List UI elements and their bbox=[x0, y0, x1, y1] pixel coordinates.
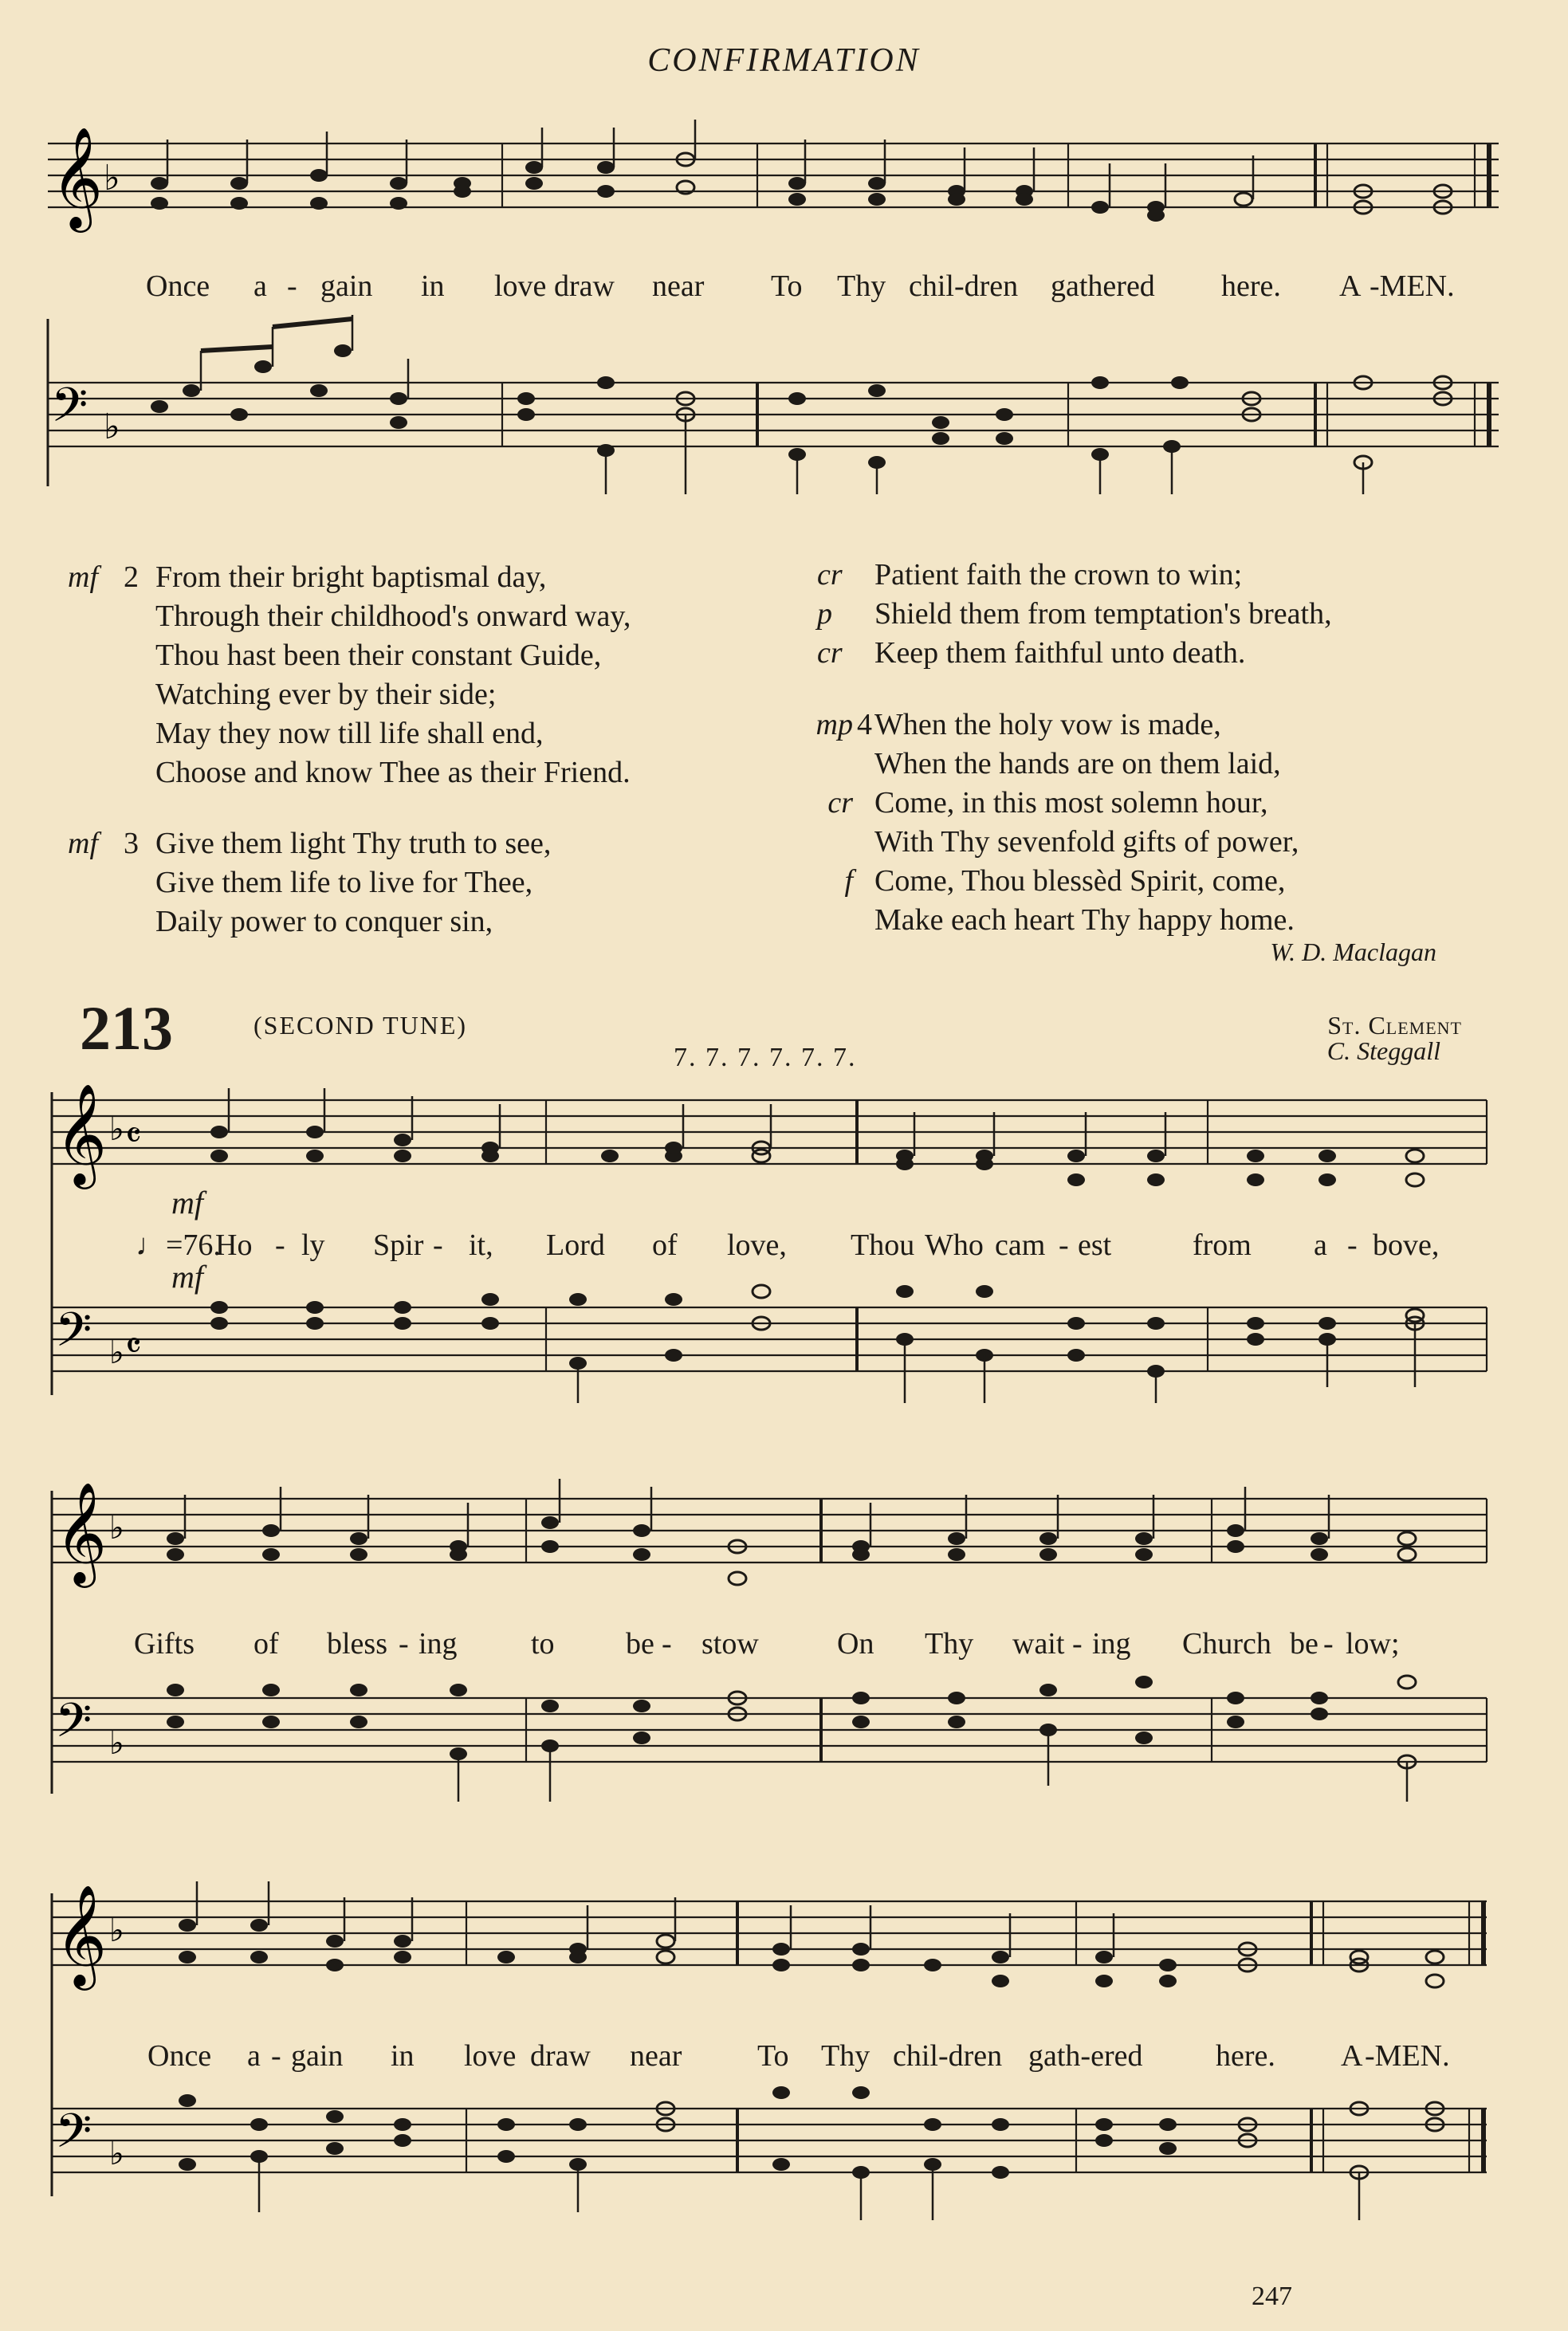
dynamic-mark: cr bbox=[827, 786, 853, 820]
system3-lyrics bbox=[0, 2038, 1568, 2078]
tempo-marking: ♩=76. bbox=[136, 1228, 221, 1262]
lyric-syllable: draw bbox=[554, 269, 615, 303]
dynamic-mark: mf bbox=[68, 827, 98, 860]
system1-lyrics bbox=[0, 1228, 1568, 1268]
dynamic-mf-bass: mf bbox=[171, 1259, 203, 1295]
dynamic-mark: cr bbox=[817, 636, 843, 670]
verse-4 bbox=[817, 706, 1519, 941]
svg-text:𝄞: 𝄞 bbox=[55, 1884, 108, 1986]
lyric-syllable: low; bbox=[1346, 1627, 1400, 1661]
verse-line: Thou hast been their constant Guide, bbox=[155, 639, 602, 672]
lyric-syllable: gain bbox=[320, 269, 373, 303]
verse-line: When the hands are on them laid, bbox=[874, 747, 1281, 780]
lyric-syllable: here. bbox=[1221, 269, 1281, 303]
svg-text:♭: ♭ bbox=[109, 1510, 124, 1547]
lyric-syllable: Thy bbox=[837, 269, 886, 303]
lyric-syllable: bless bbox=[327, 1627, 387, 1661]
svg-text:𝄢: 𝄢 bbox=[55, 1302, 92, 1369]
lyric-syllable: Once bbox=[146, 269, 210, 303]
text-author: W. D. Maclagan bbox=[1270, 938, 1436, 966]
system2-treble-staff bbox=[52, 1475, 1511, 1594]
dynamic-mf-treble: mf bbox=[171, 1185, 203, 1221]
verse-line: Make each heart Thy happy home. bbox=[874, 903, 1295, 937]
dynamic-mark: cr bbox=[817, 558, 843, 592]
section-title: CONFIRMATION bbox=[647, 42, 921, 79]
svg-text:♭: ♭ bbox=[109, 1335, 124, 1371]
lyric-syllable: Lord bbox=[546, 1228, 605, 1262]
lyric-syllable: Thy bbox=[925, 1627, 974, 1661]
system1-treble-staff bbox=[52, 1076, 1511, 1196]
system2-lyrics bbox=[0, 1626, 1568, 1666]
svg-text:𝄢: 𝄢 bbox=[51, 377, 88, 444]
system3-bass-staff bbox=[52, 2093, 1511, 2236]
lyric-syllable: cam bbox=[995, 1228, 1046, 1262]
top-bass-staff bbox=[48, 351, 1507, 502]
lyric-syllable: Ho bbox=[215, 1228, 253, 1262]
lyric-syllable: to bbox=[531, 1627, 555, 1661]
lyric-syllable: - bbox=[1347, 1228, 1358, 1262]
verse-line: Daily power to conquer sin, bbox=[155, 905, 493, 938]
lyric-syllable: Who bbox=[925, 1228, 984, 1262]
svg-text:𝄞: 𝄞 bbox=[55, 1481, 108, 1583]
verse-line: Shield them from temptation's breath, bbox=[874, 597, 1332, 631]
lyric-syllable: A bbox=[1339, 269, 1362, 303]
dynamic-mark bbox=[789, 745, 853, 784]
verse-line: From their bright baptismal day, bbox=[155, 560, 547, 594]
lyric-syllable: it, bbox=[469, 1228, 493, 1262]
dynamic-mark: f bbox=[844, 864, 853, 898]
verse-line: When the holy vow is made, bbox=[874, 708, 1221, 741]
lyric-syllable: - bbox=[271, 2039, 281, 2073]
svg-text:♭: ♭ bbox=[109, 2136, 124, 2172]
lyric-syllable: A bbox=[1341, 2039, 1363, 2073]
lyric-syllable: stow bbox=[701, 1627, 759, 1661]
verse-line: Come, in this most solemn hour, bbox=[874, 786, 1268, 820]
system1-bass-staff bbox=[52, 1291, 1511, 1427]
lyric-syllable: - bbox=[399, 1627, 409, 1661]
verses-right-column bbox=[817, 556, 1519, 941]
lyric-syllable: be bbox=[626, 1627, 654, 1661]
lyric-syllable: - bbox=[433, 1228, 443, 1262]
svg-text:♭: ♭ bbox=[109, 1725, 124, 1762]
lyric-syllable: near bbox=[652, 269, 705, 303]
lyric-syllable: here. bbox=[1216, 2039, 1275, 2073]
lyric-syllable: be bbox=[1290, 1627, 1318, 1661]
tune-name: St. Clement bbox=[1327, 1011, 1462, 1040]
svg-text:♭: ♭ bbox=[109, 1111, 124, 1148]
lyric-syllable: ing bbox=[1092, 1627, 1131, 1661]
lyric-syllable: Once bbox=[147, 2039, 212, 2073]
lyric-syllable: Church bbox=[1182, 1627, 1271, 1661]
svg-text:𝄢: 𝄢 bbox=[55, 1692, 92, 1759]
lyric-syllable: Thou bbox=[851, 1228, 915, 1262]
verse-line: Watching ever by their side; bbox=[155, 678, 497, 711]
top-treble-staff bbox=[48, 128, 1507, 247]
lyric-syllable: est bbox=[1078, 1228, 1112, 1262]
lyric-syllable: love, bbox=[727, 1228, 787, 1262]
lyric-syllable: -MEN. bbox=[1365, 2039, 1450, 2073]
lyric-syllable: - bbox=[1323, 1627, 1334, 1661]
lyric-syllable: a bbox=[1314, 1228, 1327, 1262]
meter: 7. 7. 7. 7. 7. 7. bbox=[674, 1043, 857, 1072]
verse-3-continued bbox=[817, 556, 1519, 675]
dynamic-mark: mp bbox=[815, 708, 853, 741]
lyric-syllable: Spir bbox=[373, 1228, 424, 1262]
lyric-syllable: bove, bbox=[1373, 1228, 1440, 1262]
lyric-syllable: chil-dren bbox=[909, 269, 1019, 303]
lyric-syllable: - bbox=[1072, 1627, 1083, 1661]
dynamic-mark: p bbox=[817, 597, 832, 631]
lyric-syllable: wait bbox=[1012, 1627, 1065, 1661]
lyric-syllable: near bbox=[630, 2039, 682, 2073]
verse-number: 2 bbox=[124, 560, 139, 594]
svg-text:𝄴: 𝄴 bbox=[125, 1324, 142, 1367]
lyric-syllable: Thy bbox=[821, 2039, 870, 2073]
verse-line: Come, Thou blessèd Spirit, come, bbox=[874, 864, 1286, 898]
verse-line: Give them light Thy truth to see, bbox=[155, 827, 552, 860]
verse-line: May they now till life shall end, bbox=[155, 717, 544, 750]
hymn-number: 213 bbox=[80, 993, 173, 1063]
verse-line: With Thy sevenfold gifts of power, bbox=[874, 825, 1299, 859]
lyric-syllable: of bbox=[652, 1228, 678, 1262]
composer: C. Steggall bbox=[1326, 1036, 1440, 1065]
lyric-syllable: - bbox=[275, 1228, 285, 1262]
svg-text:♭: ♭ bbox=[104, 158, 120, 199]
system3-treble-staff bbox=[52, 1877, 1511, 1997]
svg-text:𝄢: 𝄢 bbox=[55, 2103, 92, 2170]
lyric-syllable: Gifts bbox=[134, 1627, 195, 1661]
system2-bass-staff bbox=[52, 1682, 1511, 1818]
svg-text:♭: ♭ bbox=[109, 1912, 124, 1949]
svg-text:𝄴: 𝄴 bbox=[125, 1114, 142, 1157]
lyric-syllable: - bbox=[1059, 1228, 1069, 1262]
lyric-syllable: chil-dren bbox=[893, 2039, 1003, 2073]
dynamic-mark: mf bbox=[68, 560, 98, 594]
lyric-syllable: To bbox=[757, 2039, 789, 2073]
verses-left-column bbox=[68, 558, 785, 944]
page-number: 247 bbox=[1252, 2282, 1292, 2311]
lyric-syllable: a bbox=[253, 269, 267, 303]
lyric-syllable: gathered bbox=[1051, 269, 1155, 303]
verse-number: 3 bbox=[124, 827, 139, 860]
lyric-syllable: gain bbox=[291, 2039, 344, 2073]
lyric-syllable: a bbox=[247, 2039, 261, 2073]
dynamic-mark bbox=[789, 823, 853, 862]
verse-line: Through their childhood's onward way, bbox=[155, 599, 631, 633]
verse-line: Choose and know Thee as their Friend. bbox=[155, 756, 631, 789]
lyric-syllable: To bbox=[771, 269, 803, 303]
lyric-syllable: draw bbox=[530, 2039, 591, 2073]
lyric-syllable: from bbox=[1193, 1228, 1252, 1262]
verse-2 bbox=[68, 558, 785, 794]
lyric-syllable: - bbox=[287, 269, 297, 303]
top-hymn-lyrics bbox=[0, 269, 1568, 309]
lyric-syllable: in bbox=[391, 2039, 415, 2073]
tune-label: (SECOND TUNE) bbox=[253, 1011, 468, 1040]
svg-text:𝄞: 𝄞 bbox=[55, 1083, 108, 1185]
verse-3 bbox=[68, 824, 785, 944]
lyric-syllable: love bbox=[464, 2039, 517, 2073]
svg-text:♭: ♭ bbox=[104, 407, 120, 447]
lyric-syllable: in bbox=[421, 269, 445, 303]
lyric-syllable: of bbox=[253, 1627, 279, 1661]
lyric-syllable: -MEN. bbox=[1370, 269, 1455, 303]
lyric-syllable: gath-ered bbox=[1028, 2039, 1143, 2073]
verse-line: Keep them faithful unto death. bbox=[874, 636, 1246, 670]
svg-text:𝄞: 𝄞 bbox=[51, 126, 104, 228]
verse-line: Give them life to live for Thee, bbox=[155, 866, 533, 899]
verse-number: 4 bbox=[857, 708, 872, 741]
lyric-syllable: love bbox=[494, 269, 547, 303]
lyric-syllable: On bbox=[837, 1627, 874, 1661]
lyric-syllable: ing bbox=[419, 1627, 458, 1661]
lyric-syllable: ly bbox=[301, 1228, 325, 1262]
verse-line: Patient faith the crown to win; bbox=[874, 558, 1243, 592]
lyric-syllable: - bbox=[662, 1627, 672, 1661]
